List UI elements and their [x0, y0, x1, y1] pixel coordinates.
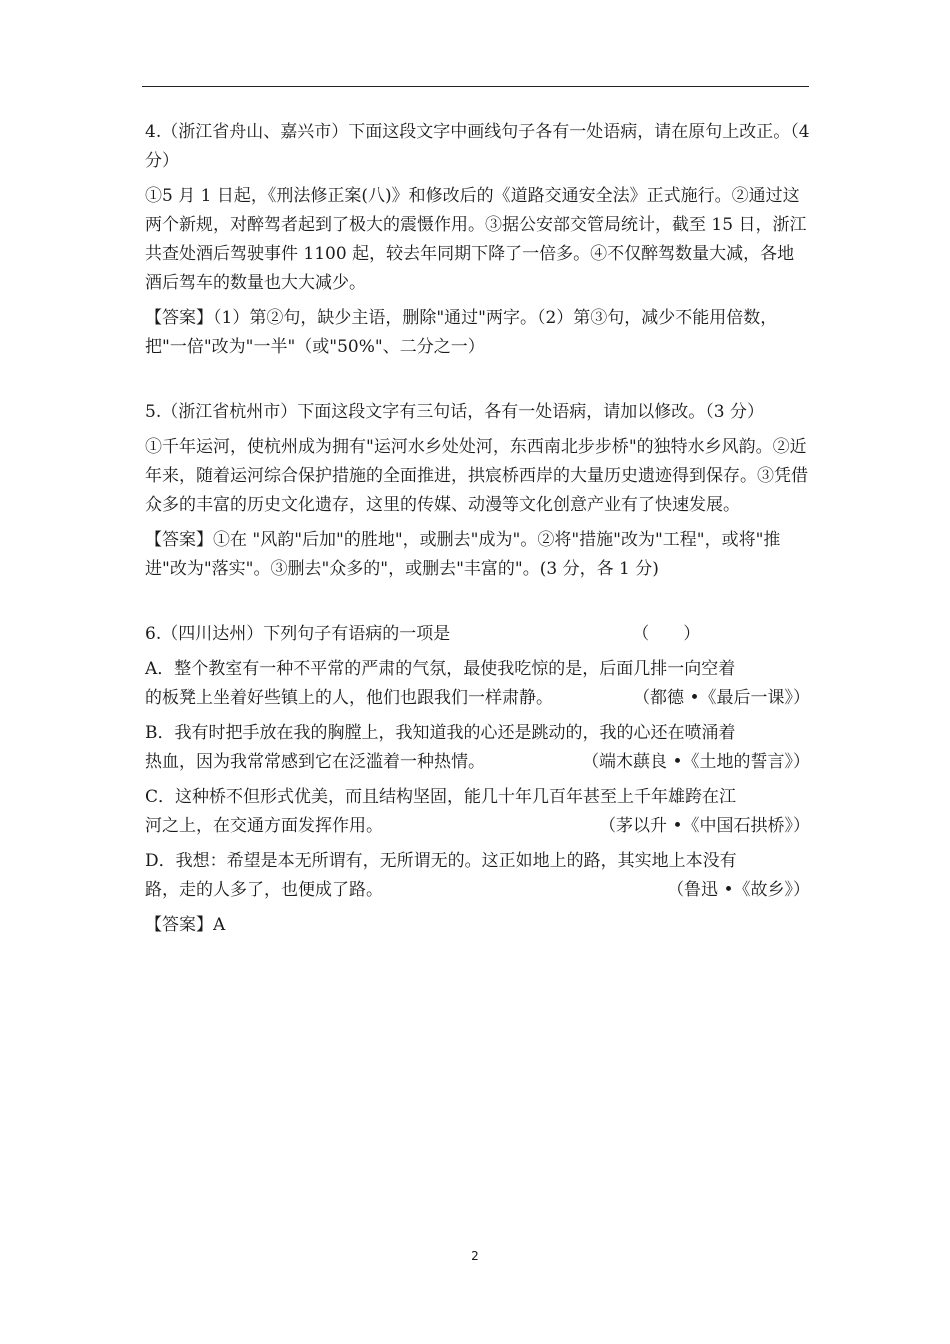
- option-c-row2: [145, 812, 810, 841]
- option-a: [145, 655, 810, 713]
- option-a-line2: 的板凳上坐着好些镇上的人，他们也跟我们一样肃静。: [145, 688, 553, 708]
- question-6-stem: [145, 620, 810, 649]
- page-number: 2: [471, 1249, 479, 1263]
- answer-text: ①在 "风韵"后加"的胜地"，或删去"成为"。②将"措施"改为"工程"，或将"推进"改为"落实"。③删去"众多的"，或删去"丰富的"。(3 分，各 1 分): [145, 530, 781, 579]
- option-a-row2: [145, 684, 810, 713]
- question-6-answer: [145, 911, 810, 940]
- answer-blank: （ ）: [632, 624, 701, 644]
- option-c-line1: C．这种桥不但形式优美，而且结构坚固，能几十年几百年甚至上千年雄跨在江: [145, 787, 737, 807]
- answer-label: 【答案】: [145, 915, 213, 935]
- header-rule: [142, 86, 809, 87]
- option-b-source: （端木蕻良 •《土地的誓言》）: [582, 752, 810, 772]
- option-b-line1: B．我有时把手放在我的胸膛上，我知道我的心还是跳动的，我的心还在喷涌着: [145, 723, 736, 743]
- question-5: [145, 398, 810, 584]
- option-a-line1: A．整个教室有一种不平常的严肃的气氛，最使我吃惊的是，后面几排一向空着: [145, 659, 736, 679]
- question-4: [145, 118, 815, 362]
- option-a-source: （都德 •《最后一课》）: [633, 688, 810, 708]
- option-d-source: （鲁迅 •《故乡》）: [667, 880, 810, 900]
- question-4-answer: [145, 304, 810, 362]
- answer-text: A: [213, 915, 226, 935]
- question-6: [145, 620, 810, 940]
- option-b-line2: 热血，因为我常常感到它在泛滥着一种热情。: [145, 752, 485, 772]
- option-c-line2: 河之上，在交通方面发挥作用。: [145, 816, 383, 836]
- answer-text: （1）第②句，缺少主语，删除"通过"两字。（2）第③句，减少不能用倍数，把"一倍"改为"一半"（或"50%"、二分之一）: [145, 308, 778, 357]
- question-5-text: ①千年运河，使杭州成为拥有"运河水乡处处河，东西南北步步桥"的独特水乡风韵。②近年来，随着运河综合保护措施的全面推进，拱宸桥西岸的大量历史遗迹得到保存。③凭借众多的丰富的历史文化遗存，这里的传媒、动漫等文化创意产业有了快速发展。: [145, 437, 808, 515]
- option-d-line2: 路，走的人多了，也便成了路。: [145, 880, 383, 900]
- answer-label: 【答案】: [145, 308, 213, 328]
- answer-label: 【答案】: [145, 530, 213, 550]
- option-b: [145, 719, 810, 777]
- document-body: [145, 118, 815, 946]
- option-d: [145, 847, 810, 905]
- option-c: [145, 783, 810, 841]
- option-c-source: （茅以升 •《中国石拱桥》）: [599, 816, 810, 836]
- option-b-row2: [145, 748, 810, 777]
- question-4-stem: 4.（浙江省舟山、嘉兴市）下面这段文字中画线句子各有一处语病，请在原句上改正。（4 分）: [145, 122, 815, 171]
- question-6-stem-text: 6.（四川达州）下列句子有语病的一项是: [145, 624, 451, 644]
- option-d-line1: D．我想：希望是本无所谓有，无所谓无的。这正如地上的路，其实地上本没有: [145, 851, 737, 871]
- question-4-text: ①5 月 1 日起，《刑法修正案(八)》和修改后的《道路交通安全法》正式施行。②通过这两个新规，对醉驾者起到了极大的震慑作用。③据公安部交管局统计，截至 15 日，浙江共查处酒后驾驶事件 1100 起，较去年同期下降了一倍多。④不仅醉驾数量大减，各地酒后驾车的数量也大大减少。: [145, 186, 807, 293]
- option-d-row2: [145, 876, 810, 905]
- question-5-stem: 5.（浙江省杭州市）下面这段文字有三句话，各有一处语病，请加以修改。（3 分）: [145, 402, 764, 422]
- question-5-answer: [145, 526, 810, 584]
